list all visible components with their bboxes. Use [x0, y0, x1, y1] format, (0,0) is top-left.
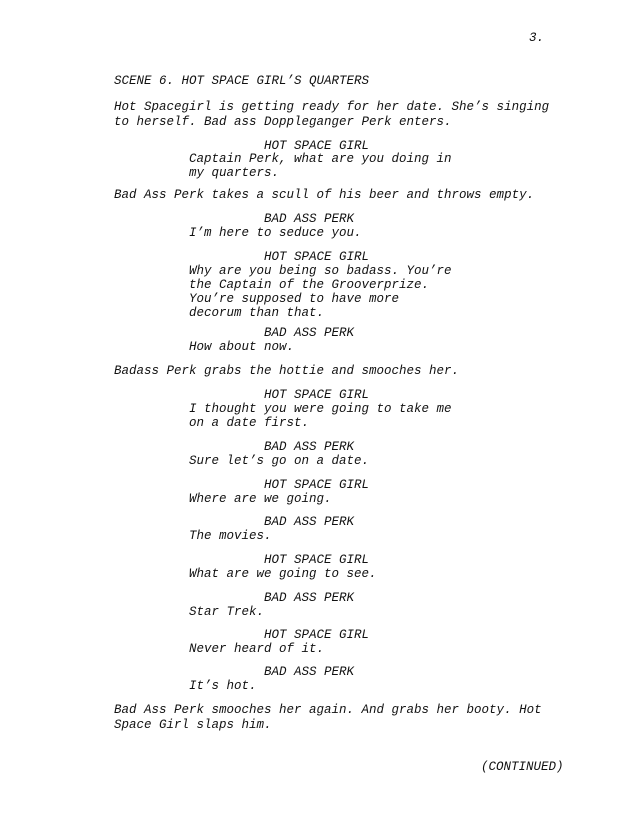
- dialogue-line: How about now.: [189, 340, 295, 354]
- action-line: Bad Ass Perk takes a scull of his beer and throws empty.: [114, 188, 535, 202]
- character-name: BAD ASS PERK: [264, 665, 355, 679]
- dialogue-line: I thought you were going to take me: [189, 402, 452, 416]
- character-name: HOT SPACE GIRL: [264, 388, 370, 402]
- dialogue-line: Why are you being so badass. You’re: [189, 264, 452, 278]
- dialogue-line: Captain Perk, what are you doing in: [189, 152, 452, 166]
- scene-heading: SCENE 6. HOT SPACE GIRL’S QUARTERS: [114, 74, 370, 88]
- dialogue-line: Sure let’s go on a date.: [189, 454, 370, 468]
- continued-marker: (CONTINUED): [481, 760, 564, 774]
- dialogue-line: my quarters.: [189, 166, 280, 180]
- character-name: HOT SPACE GIRL: [264, 478, 370, 492]
- dialogue-line: the Captain of the Grooverprize.: [189, 278, 430, 292]
- character-name: BAD ASS PERK: [264, 326, 355, 340]
- action-line: Badass Perk grabs the hottie and smooches her.: [114, 364, 460, 378]
- dialogue-line: What are we going to see.: [189, 567, 377, 581]
- dialogue-line: Star Trek.: [189, 605, 265, 619]
- dialogue-line: I’m here to seduce you.: [189, 226, 362, 240]
- character-name: HOT SPACE GIRL: [264, 553, 370, 567]
- action-line: to herself. Bad ass Doppleganger Perk enters.: [114, 115, 452, 129]
- character-name: BAD ASS PERK: [264, 212, 355, 226]
- page-number: 3.: [529, 31, 545, 45]
- character-name: HOT SPACE GIRL: [264, 250, 370, 264]
- dialogue-line: Where are we going.: [189, 492, 332, 506]
- dialogue-line: It’s hot.: [189, 679, 257, 693]
- character-name: HOT SPACE GIRL: [264, 139, 370, 153]
- dialogue-line: decorum than that.: [189, 306, 325, 320]
- character-name: BAD ASS PERK: [264, 591, 355, 605]
- action-line: Space Girl slaps him.: [114, 718, 272, 732]
- character-name: HOT SPACE GIRL: [264, 628, 370, 642]
- action-line: Hot Spacegirl is getting ready for her date. She’s singing: [114, 100, 550, 114]
- dialogue-line: on a date first.: [189, 416, 310, 430]
- dialogue-line: You’re supposed to have more: [189, 292, 400, 306]
- character-name: BAD ASS PERK: [264, 515, 355, 529]
- dialogue-line: The movies.: [189, 529, 272, 543]
- dialogue-line: Never heard of it.: [189, 642, 325, 656]
- action-line: Bad Ass Perk smooches her again. And grabs her booty. Hot: [114, 703, 542, 717]
- character-name: BAD ASS PERK: [264, 440, 355, 454]
